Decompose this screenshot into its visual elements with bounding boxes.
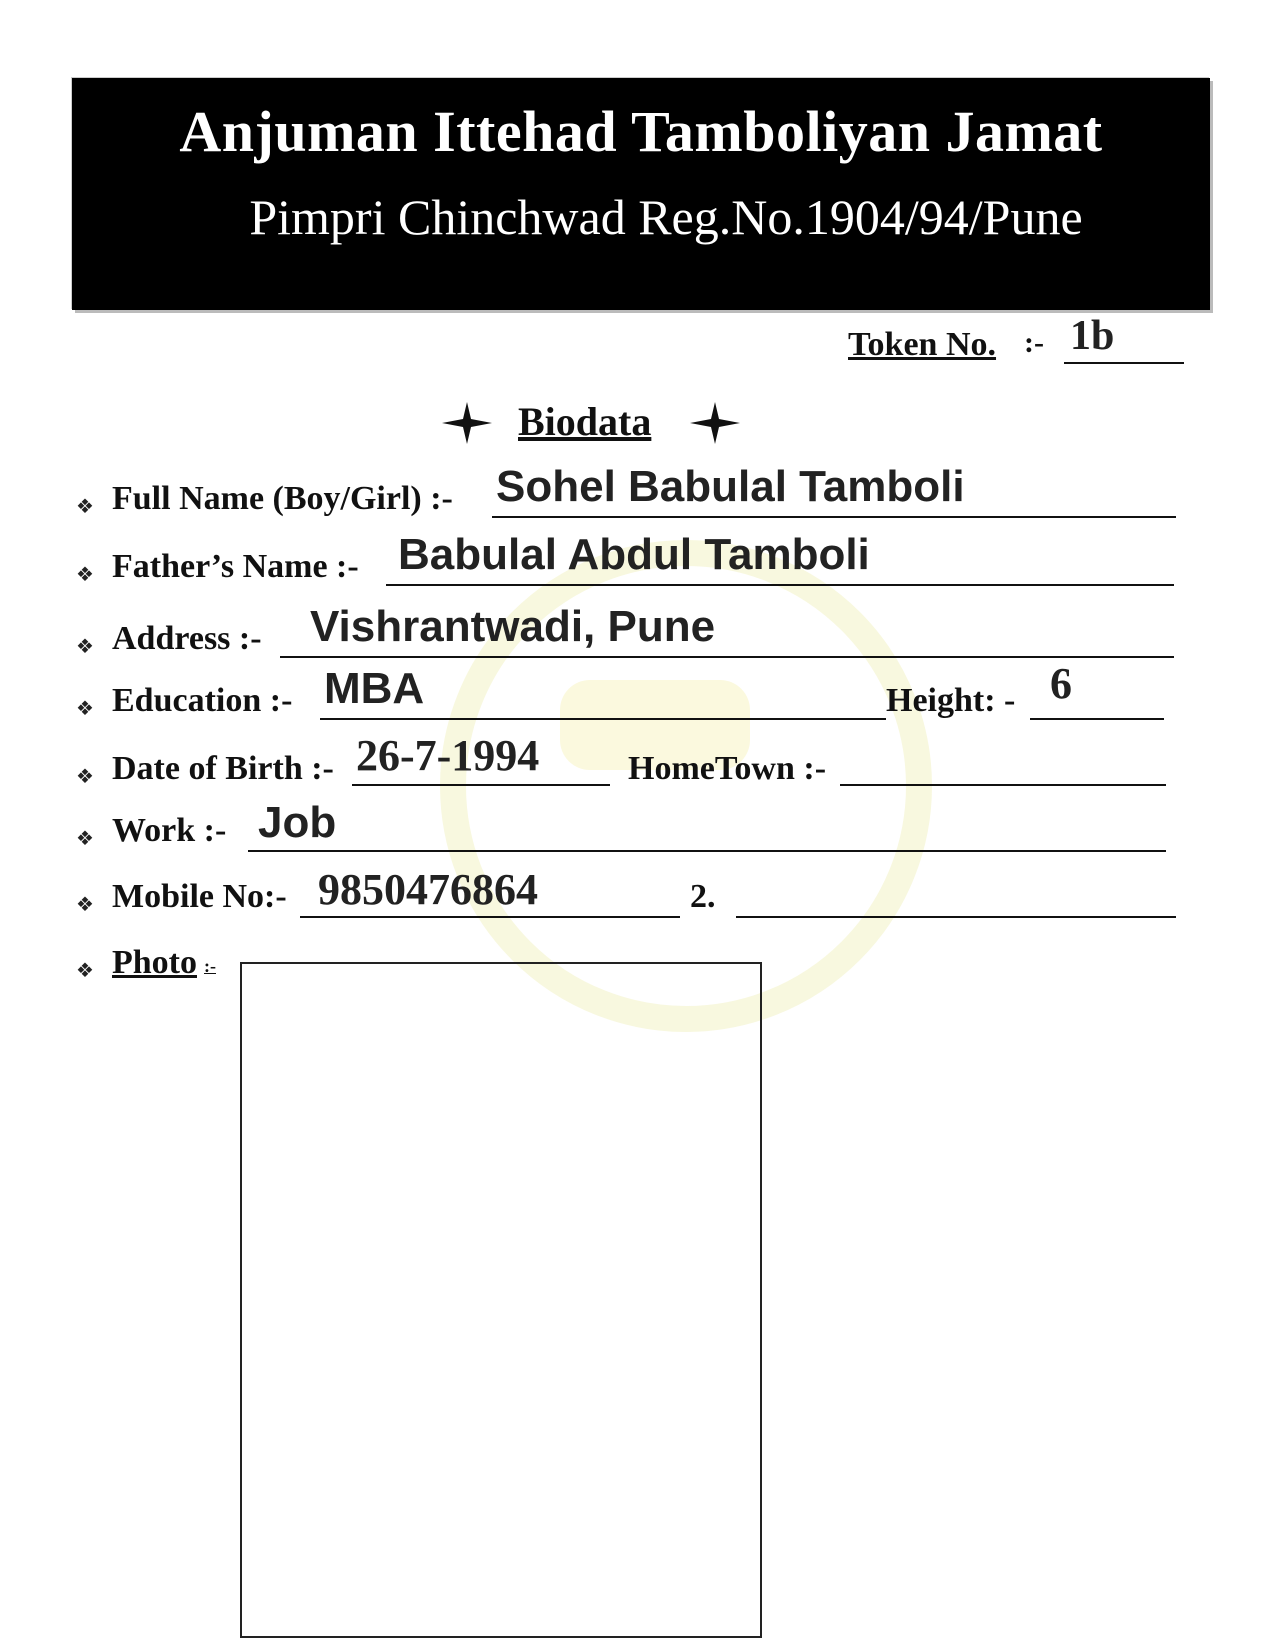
biodata-title-row	[440, 396, 760, 452]
header-banner	[72, 78, 1210, 310]
work-label: Work :-	[112, 812, 227, 849]
mobile2-line	[736, 916, 1176, 918]
work-line	[248, 850, 1166, 852]
organization-registration: Pimpri Chinchwad Reg.No.1904/94/Pune	[249, 189, 1083, 245]
token-separator: :-	[1024, 326, 1044, 359]
father-name-value: Babulal Abdul Tamboli	[398, 530, 870, 579]
dob-line	[352, 784, 610, 786]
biodata-title: Biodata	[518, 399, 652, 444]
photo-box[interactable]	[240, 962, 762, 1638]
dob-label: Date of Birth :-	[112, 750, 334, 787]
mobile-value: 9850476864	[318, 865, 538, 914]
work-value: Job	[258, 798, 337, 847]
token-row	[848, 313, 1188, 368]
photo-label: Photo	[112, 944, 197, 981]
diamond-bullet-icon: ❖	[76, 634, 94, 658]
education-line	[320, 718, 886, 720]
token-underline	[1064, 362, 1184, 364]
height-label: Height: -	[886, 682, 1016, 719]
education-label: Education :-	[112, 682, 293, 719]
diamond-bullet-icon: ❖	[76, 494, 94, 518]
mobile-line	[300, 916, 680, 918]
address-line	[280, 656, 1174, 658]
father-name-line	[386, 584, 1174, 586]
hometown-label: HomeTown :-	[628, 750, 827, 787]
four-point-star-icon	[440, 400, 494, 446]
mobile-label: Mobile No:-	[112, 878, 287, 915]
full-name-value: Sohel Babulal Tamboli	[496, 462, 965, 511]
height-line	[1030, 718, 1164, 720]
diamond-bullet-icon: ❖	[76, 562, 94, 586]
diamond-bullet-icon: ❖	[76, 696, 94, 720]
photo-separator: :-	[204, 956, 216, 976]
diamond-bullet-icon: ❖	[76, 826, 94, 850]
organization-name: Anjuman Ittehad Tamboliyan Jamat	[179, 99, 1103, 164]
diamond-bullet-icon: ❖	[76, 764, 94, 788]
address-value: Vishrantwadi, Pune	[310, 602, 716, 651]
diamond-bullet-icon: ❖	[76, 892, 94, 916]
token-label: Token No.	[848, 326, 997, 363]
dob-value: 26-7-1994	[356, 731, 540, 780]
four-point-star-icon	[688, 400, 742, 446]
token-value: 1b	[1070, 313, 1115, 359]
hometown-line	[840, 784, 1166, 786]
father-name-label: Father’s Name :-	[112, 548, 359, 585]
full-name-line	[492, 516, 1176, 518]
height-value: 6	[1050, 659, 1072, 708]
diamond-bullet-icon: ❖	[76, 958, 94, 982]
education-value: MBA	[324, 664, 425, 713]
address-label: Address :-	[112, 620, 262, 657]
full-name-label: Full Name (Boy/Girl) :-	[112, 480, 453, 517]
mobile2-label: 2.	[690, 878, 716, 915]
